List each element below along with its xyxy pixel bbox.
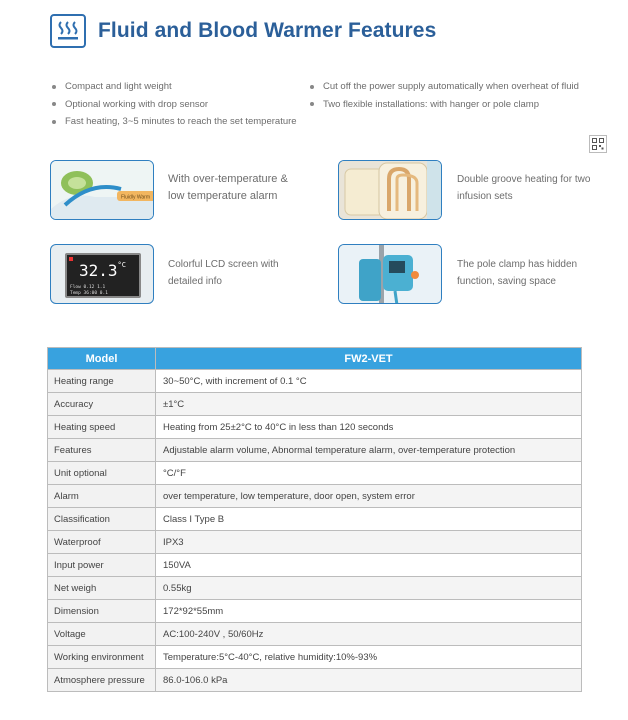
table-row: [48, 669, 582, 692]
table-row: [48, 485, 582, 508]
feature-text-groove: [457, 171, 590, 205]
spec-value: °C/°F: [156, 462, 582, 485]
list-item: [52, 113, 297, 131]
feature-line: The pole clamp has hidden: [457, 259, 578, 270]
table-row: [48, 416, 582, 439]
spec-value: ±1°C: [156, 393, 582, 416]
spec-key: Atmosphere pressure: [48, 669, 156, 692]
table-row: [48, 439, 582, 462]
feature-text-alarm: [168, 171, 288, 205]
lcd-temp-unit: °C: [117, 261, 126, 269]
double-groove-image: [338, 160, 442, 220]
lcd-display: [65, 253, 141, 298]
spec-key: Unit optional: [48, 462, 156, 485]
device-label: Fluidly Warm: [121, 194, 150, 201]
spec-key: Features: [48, 439, 156, 462]
alarm-indicator-image: [50, 160, 154, 220]
table-row: [48, 370, 582, 393]
spec-value: Heating from 25±2°C to 40°C in less than 120 seconds: [156, 416, 582, 439]
feature-line: function, saving space: [457, 276, 556, 287]
bullet-text: Fast heating, 3~5 minutes to reach the set temperature: [65, 116, 297, 128]
lcd-info-line: Flow 0.12 1.1: [70, 285, 106, 290]
spec-key: Working environment: [48, 646, 156, 669]
list-item: [52, 96, 297, 114]
qr-code-icon[interactable]: [589, 135, 607, 153]
spec-value: AC:100-240V , 50/60Hz: [156, 623, 582, 646]
bullet-dot: [52, 102, 56, 106]
page-header: [50, 14, 436, 48]
pole-clamp-image: [338, 244, 442, 304]
spec-value: over temperature, low temperature, door open, system error: [156, 485, 582, 508]
lcd-info-line: Temp 36:00 0.1: [70, 291, 108, 296]
spec-key: Dimension: [48, 600, 156, 623]
spec-table: [47, 347, 582, 692]
header-model-value: FW2-VET: [156, 348, 582, 370]
lcd-temp-value: 32.3: [79, 261, 118, 280]
heat-waves-icon: [50, 14, 86, 48]
spec-value: 150VA: [156, 554, 582, 577]
bullet-text: Cut off the power supply automatically when overheat of fluid: [323, 81, 579, 93]
spec-value: 30~50°C, with increment of 0.1 °C: [156, 370, 582, 393]
spec-value: IPX3: [156, 531, 582, 554]
spec-key: Accuracy: [48, 393, 156, 416]
bullet-text: Optional working with drop sensor: [65, 98, 209, 110]
feature-line: Colorful LCD screen with: [168, 259, 279, 270]
list-item: [310, 78, 579, 96]
spec-value: Adjustable alarm volume, Abnormal temperature alarm, over-temperature protection: [156, 439, 582, 462]
feature-line: detailed info: [168, 276, 222, 287]
spec-key: Heating speed: [48, 416, 156, 439]
table-row: [48, 462, 582, 485]
list-item: [310, 96, 579, 114]
header-model: Model: [48, 348, 156, 370]
list-item: [52, 78, 297, 96]
spec-key: Heating range: [48, 370, 156, 393]
page-title: Fluid and Blood Warmer Features: [98, 19, 437, 42]
table-row: [48, 531, 582, 554]
feature-line: infusion sets: [457, 191, 513, 202]
table-header-row: [48, 348, 582, 370]
feature-text-clamp: [457, 256, 577, 290]
spec-key: Net weigh: [48, 577, 156, 600]
feature-line: low temperature alarm: [168, 190, 278, 202]
feature-list-left: [52, 78, 297, 131]
feature-text-lcd: [168, 256, 279, 290]
bullet-text: Compact and light weight: [65, 81, 172, 93]
lcd-screen-image: [50, 244, 154, 304]
feature-list-right: [310, 78, 579, 113]
bullet-text: Two flexible installations: with hanger or pole clamp: [323, 98, 539, 110]
spec-key: Alarm: [48, 485, 156, 508]
table-row: [48, 508, 582, 531]
bullet-dot: [52, 85, 56, 89]
feature-line: With over-temperature &: [168, 173, 288, 185]
spec-key: Input power: [48, 554, 156, 577]
spec-key: Waterproof: [48, 531, 156, 554]
spec-value: 86.0-106.0 kPa: [156, 669, 582, 692]
spec-key: Voltage: [48, 623, 156, 646]
lcd-temperature: [79, 261, 126, 280]
table-row: [48, 554, 582, 577]
spec-value: Class I Type B: [156, 508, 582, 531]
spec-key: Classification: [48, 508, 156, 531]
bullet-dot: [310, 85, 314, 89]
table-row: [48, 600, 582, 623]
bullet-dot: [310, 102, 314, 106]
table-row: [48, 393, 582, 416]
bullet-dot: [52, 120, 56, 124]
status-indicator: [69, 257, 73, 261]
table-row: [48, 646, 582, 669]
feature-line: Double groove heating for two: [457, 174, 591, 185]
table-row: [48, 623, 582, 646]
spec-value: Temperature:5°C-40°C, relative humidity:10%-93%: [156, 646, 582, 669]
table-row: [48, 577, 582, 600]
lcd-info: [70, 285, 108, 297]
spec-value: 172*92*55mm: [156, 600, 582, 623]
spec-value: 0.55kg: [156, 577, 582, 600]
